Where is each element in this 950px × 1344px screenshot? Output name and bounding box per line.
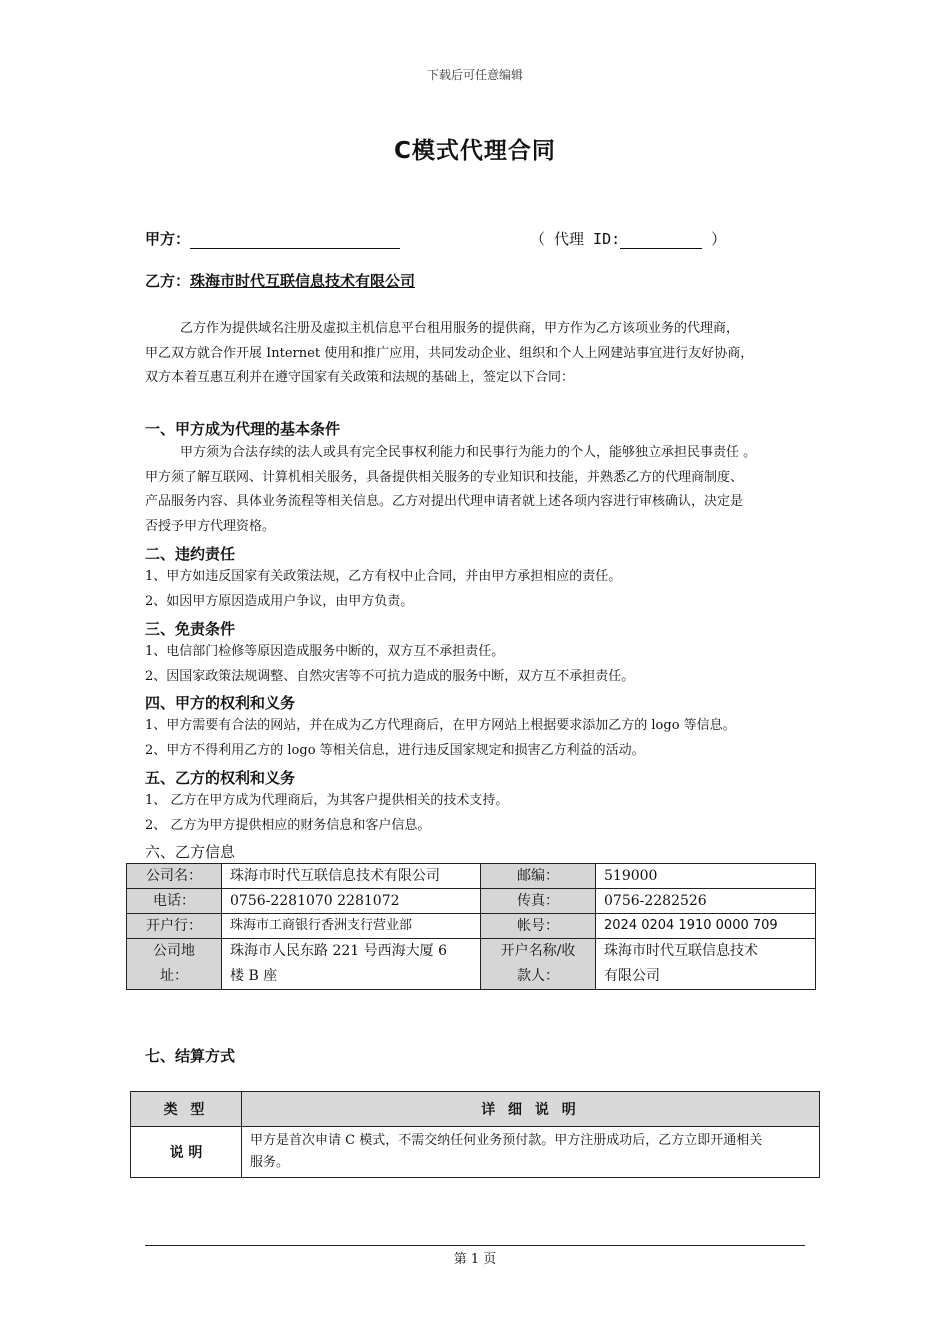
section-2-heading: 二、违约责任 (145, 545, 236, 563)
section-2-item: 2、如因甲方原因造成用户争议，由甲方负责。 (145, 594, 414, 609)
agent-id-blank[interactable] (620, 233, 702, 249)
table-label: 电话： (127, 889, 222, 914)
row-label: 说 明 (131, 1127, 242, 1178)
party-b-name: 珠海市时代互联信息技术有限公司 (190, 272, 416, 290)
section-4-item: 1、甲方需要有合法的网站，并在成为乙方代理商后，在甲方网站上根据要求添加乙方的 logo 等信息。 (145, 718, 736, 733)
party-a (145, 228, 400, 249)
section-3-item: 1、电信部门检修等原因造成服务中断的，双方互不承担责任。 (145, 644, 505, 659)
table-row (131, 1127, 820, 1178)
table-value: 2024 0204 1910 0000 709 (596, 914, 816, 939)
section-1-body (145, 441, 825, 539)
section-3-heading: 三、免责条件 (145, 620, 236, 638)
label-line: 公司地 (153, 943, 195, 959)
table-value: 519000 (596, 864, 816, 889)
section-7-heading: 七、结算方式 (145, 1047, 236, 1065)
table-header-row (131, 1092, 820, 1127)
column-header-type: 类 型 (131, 1092, 242, 1127)
value-line: 楼 B 座 (230, 968, 278, 984)
table-value: 珠海市时代互联信息技术有限公司 (222, 864, 481, 889)
table-row (127, 864, 816, 889)
value-line: 珠海市人民东路 221 号西海大厦 6 (230, 943, 447, 959)
section-2-item: 1、甲方如违反国家有关政策法规，乙方有权中止合同，并由甲方承担相应的责任。 (145, 569, 622, 584)
table-label: 开户行： (127, 914, 222, 939)
label-line: 址： (160, 968, 188, 984)
agent-id-open: （ 代理 ID: (530, 230, 621, 248)
table-row (127, 939, 816, 990)
section-1-line: 否授予甲方代理资格。 (145, 518, 276, 534)
footer-divider (145, 1245, 805, 1246)
table-label (127, 939, 222, 990)
section-4-heading: 四、甲方的权利和义务 (145, 694, 296, 712)
settlement-table (130, 1091, 820, 1178)
section-6-heading: 六、乙方信息 (145, 843, 236, 861)
column-header-detail: 详 细 说 明 (242, 1092, 820, 1127)
row-detail (242, 1127, 820, 1178)
header-note: 下载后可任意编辑 (426, 68, 523, 82)
detail-line: 服务。 (250, 1155, 290, 1170)
table-value: 0756-2281070 2281072 (222, 889, 481, 914)
section-1-line: 产品服务内容、具体业务流程等相关信息。乙方对提出代理申请者就上述各项内容进行审核确认，决定是 (145, 494, 744, 509)
section-5-item: 1、 乙方在甲方成为代理商后，为其客户提供相关的技术支持。 (145, 793, 509, 808)
label-line: 开户名称/收 (500, 943, 576, 959)
detail-line: 甲方是首次申请 C 模式，不需交纳任何业务预付款。甲方注册成功后，乙方立即开通相关 (250, 1133, 763, 1148)
section-5-item: 2、 乙方为甲方提供相应的财务信息和客户信息。 (145, 818, 431, 833)
table-value: 0756-2282526 (596, 889, 816, 914)
intro-paragraph (145, 317, 825, 391)
table-label: 传真： (481, 889, 596, 914)
table-row (127, 914, 816, 939)
agent-id (530, 228, 726, 249)
section-4-item: 2、甲方不得利用乙方的 logo 等相关信息，进行违反国家规定和损害乙方利益的活动。 (145, 743, 645, 758)
table-value (222, 939, 481, 990)
intro-line: 双方本着互惠互利并在遵守国家有关政策和法规的基础上，签定以下合同： (145, 370, 575, 385)
company-info-table (126, 863, 816, 990)
value-line: 珠海市时代互联信息技术 (604, 943, 758, 959)
section-3-item: 2、因国家政策法规调整、自然灾害等不可抗力造成的服务中断，双方互不承担责任。 (145, 669, 635, 684)
table-label: 帐号： (481, 914, 596, 939)
table-value (596, 939, 816, 990)
section-1-heading: 一、甲方成为代理的基本条件 (145, 420, 341, 438)
table-label: 邮编： (481, 864, 596, 889)
party-b (145, 270, 415, 291)
section-1-line: 甲方须为合法存续的法人或具有完全民事权利能力和民事行为能力的个人，能够独立承担民事责任 。 (180, 445, 757, 460)
table-value: 珠海市工商银行香洲支行营业部 (222, 914, 481, 939)
label-line: 款人： (517, 968, 559, 984)
intro-line: 甲乙双方就合作开展 Internet 使用和推广应用，共同发动企业、组织和个人上网建站事宜进行友好协商， (145, 345, 754, 361)
table-label (481, 939, 596, 990)
page-title: C模式代理合同 (394, 138, 556, 164)
table-label: 公司名： (127, 864, 222, 889)
party-b-label: 乙方： (145, 272, 191, 290)
agent-id-close: ） (702, 230, 727, 248)
table-row (127, 889, 816, 914)
intro-line: 乙方作为提供域名注册及虚拟主机信息平台租用服务的提供商，甲方作为乙方该项业务的代理商， (180, 321, 740, 336)
party-a-blank[interactable] (190, 232, 400, 249)
value-line: 有限公司 (604, 968, 660, 984)
section-1-line: 甲方须了解互联网、计算机相关服务，具备提供相关服务的专业知识和技能，并熟悉乙方的代理商制度、 (145, 469, 744, 485)
section-5-heading: 五、乙方的权利和义务 (145, 769, 296, 787)
party-a-label: 甲方： (145, 230, 191, 248)
page-number: 第 1 页 (453, 1252, 497, 1267)
